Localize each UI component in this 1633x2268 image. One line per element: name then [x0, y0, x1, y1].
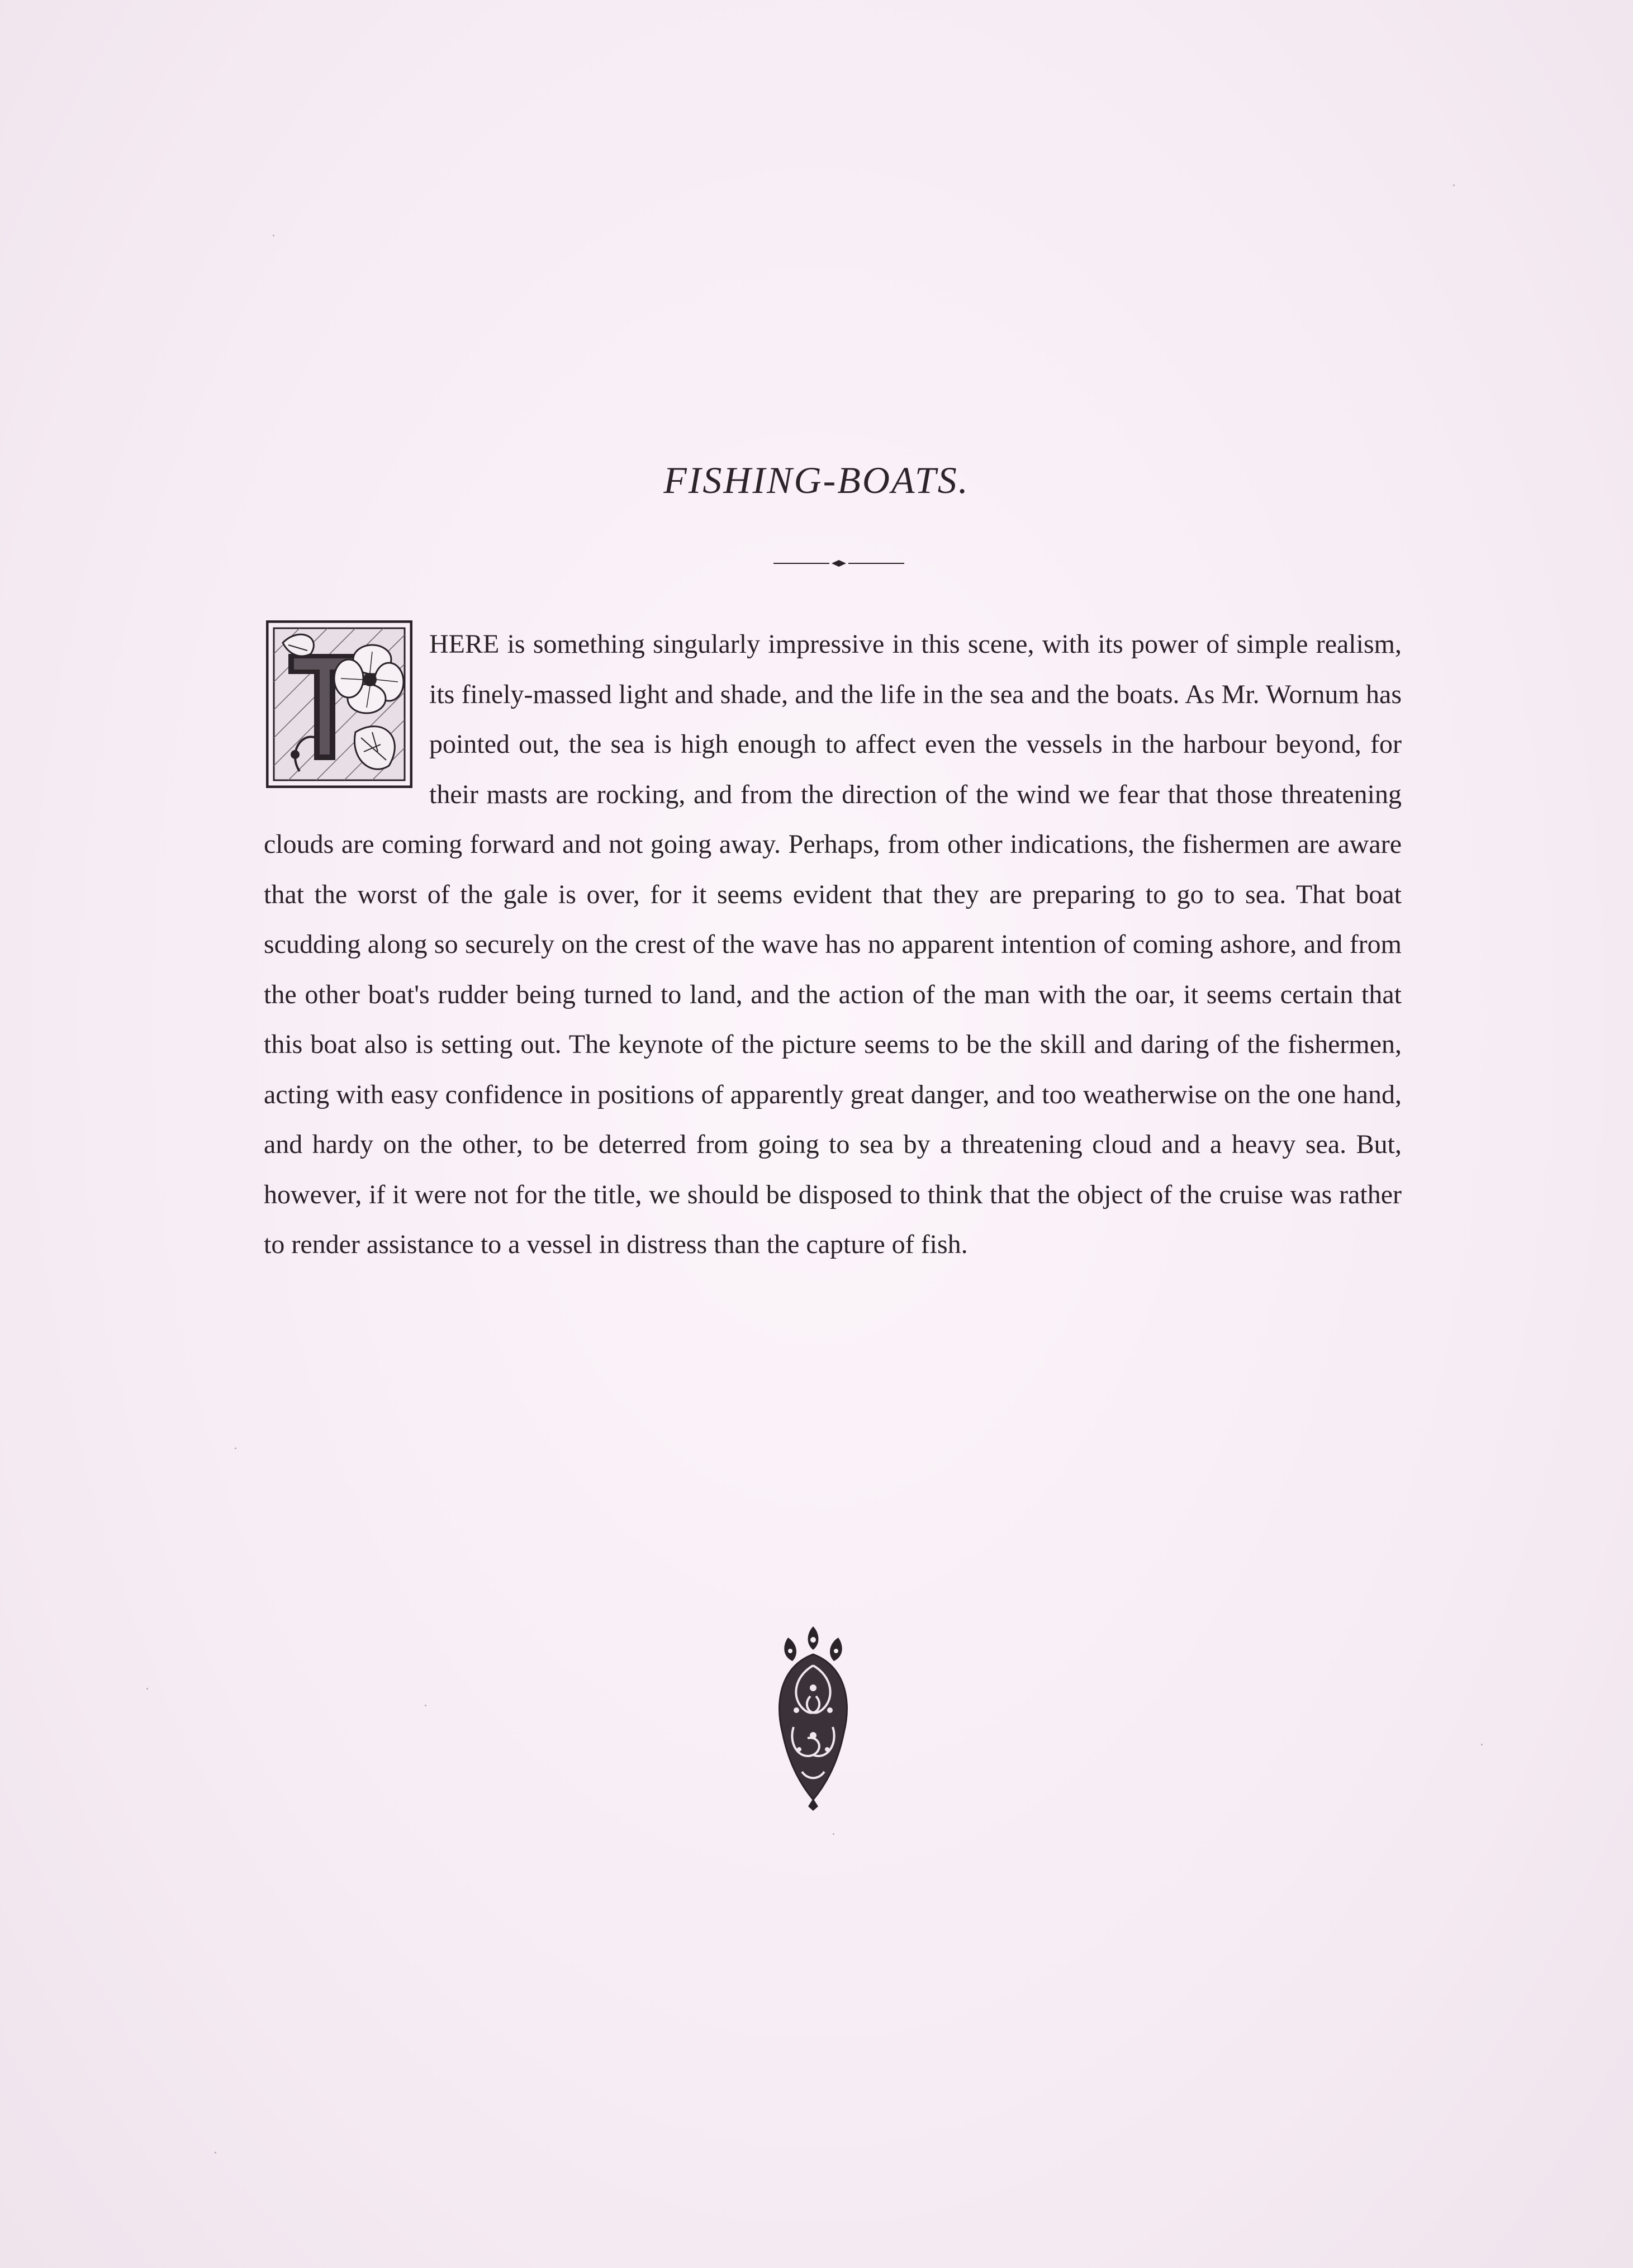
paper-speck — [235, 1448, 236, 1449]
paper-speck — [1481, 1744, 1483, 1745]
paper-speck — [215, 2152, 216, 2153]
floral-initial-t-icon — [266, 620, 412, 788]
diamond-rule-icon — [773, 559, 904, 568]
paper-speck — [425, 1705, 426, 1706]
paper-speck — [273, 235, 274, 236]
body-paragraph — [264, 619, 1402, 1270]
paper-speck — [1453, 184, 1455, 186]
paper-speck — [833, 1833, 834, 1835]
floral-tailpiece-ornament-icon — [771, 1621, 855, 1811]
page-title: FISHING-BOATS. — [663, 459, 970, 501]
paper-speck — [146, 1688, 148, 1690]
body-text-content: HERE is something singularly impressive in this scene, with its power of simple realism, its finely-massed light and shade, and the life in the sea and the boats. As Mr. Wornum has pointed out, the sea is high enough to affect even the vessels in the harbour beyond, for their masts are rocking, and from the direction of the wind we fear that those threatening clouds are coming forward and not going away. Perhaps, from other indications, the fishermen are aware that the worst of the gale is over, for it seems evident that they are preparing to go to sea. That boat scudding along so securely on the crest of the wave has no apparent intention of coming ashore, and from the other boat's rudder being turned to land, and the action of the man with the oar, it seems certain that this boat also is setting out. The keynote of the picture seems to be the skill and daring of the fishermen, acting with easy confidence in positions of apparently great danger, and too weatherwise on the one hand, and hardy on the other, to be deterred from going to sea by a threatening cloud and a heavy sea. But, however, if it were not for the title, we should be disposed to think that the object of the cruise was rather to render assistance to a vessel in distress than the capture of fish. — [264, 629, 1402, 1259]
